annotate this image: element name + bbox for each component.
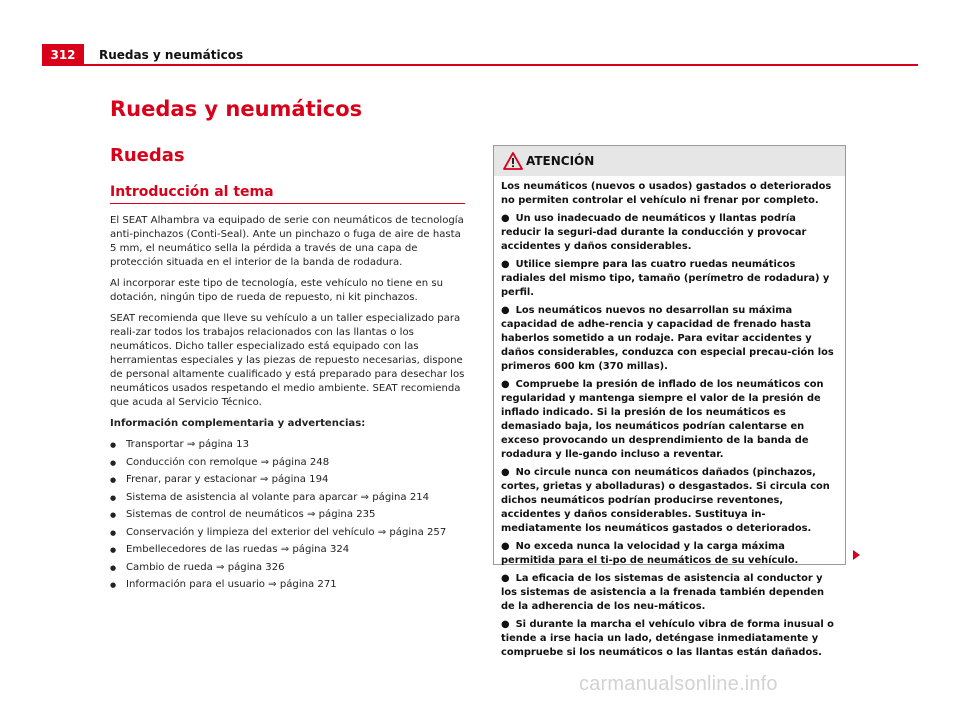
warning-box <box>493 145 846 658</box>
intro-paragraph: El SEAT Alhambra va equipado de serie con neumáticos de tecnología anti-pinchazos (Conti-Seal). Ante un pinchazo o fuga de aire de hasta 5 mm, el neumático sella la pérdida a través de una capa de protección situada en el interior de la banda de rodadura. <box>110 215 464 268</box>
warning-item: ● No exceda nunca la velocidad y la carga máxima permitida para el ti-po de neumáticos de su vehículo. <box>501 541 799 566</box>
warning-header <box>494 146 845 176</box>
warning-body <box>494 176 845 660</box>
reference-item[interactable]: ● Frenar, parar y estacionar ⇒ página 194 <box>110 473 465 487</box>
warning-intro: Los neumáticos (nuevos o usados) gastados o deteriorados no permiten controlar el vehículo ni frenar por completo. <box>501 181 832 206</box>
intro-paragraph: SEAT recomienda que lleve su vehículo a un taller especializado para reali-zar todos los trabajos relacionados con las llantas o los neumáticos. Dicho taller especializado está equipado con las herramientas especiales y las piezas de repuesto necesarias, dispone de personal altamente cualificado y está preparado para desechar los neumáticos usados respetando el medio ambiente. SEAT recomienda que acuda al Servicio Técnico. <box>110 313 465 408</box>
reference-item[interactable]: ● Transportar ⇒ página 13 <box>110 438 465 452</box>
section-title: Ruedas <box>110 145 185 166</box>
warning-item: ● Utilice siempre para las cuatro ruedas neumáticos radiales del mismo tipo, tamaño (perímetro de rodadura) y perfil. <box>501 259 830 298</box>
intro-column <box>110 214 465 596</box>
warning-triangle-icon <box>503 152 523 170</box>
reference-item[interactable]: ● Embellecedores de las ruedas ⇒ página 324 <box>110 543 465 557</box>
warning-item: ● Un uso inadecuado de neumáticos y llantas podría reducir la seguri-dad durante la conducción y provocar accidentes y daños considerables. <box>501 213 807 252</box>
bullet: ● <box>501 305 510 316</box>
info-heading: Información complementaria y advertencias: <box>110 418 366 429</box>
chapter-title: Ruedas y neumáticos <box>110 97 363 121</box>
header-rule <box>84 64 918 66</box>
warning-title: ATENCIÓN <box>526 154 595 168</box>
subsection-title: Introducción al tema <box>110 184 274 200</box>
warning-item: ● Si durante la marcha el vehículo vibra de forma inusual o tiende a irse hacia un lado, deténgase inmediatamente y compruebe si los neumáticos o las llantas están dañados. <box>501 619 834 658</box>
bullet: ● <box>501 541 510 552</box>
subsection-rule <box>110 203 465 204</box>
reference-item[interactable]: ● Cambio de rueda ⇒ página 326 <box>110 561 465 575</box>
warning-item: ● Compruebe la presión de inflado de los neumáticos con regularidad y mantenga siempre el valor de la presión de inflado indicado. Si la presión de los neumáticos es demasiado baja, los neumáticos podrían calentarse en exceso provocando un desprendimiento de la banda de rodadura y lle-gando incluso a reventar. <box>501 379 824 460</box>
watermark: carmanualsonline.info <box>579 673 778 695</box>
bullet: ● <box>501 213 510 224</box>
bullet: ● <box>501 467 510 478</box>
warning-item: ● Los neumáticos nuevos no desarrollan su máxima capacidad de adhe-rencia y capacidad de frenado hasta haberlos sometido a un rodaje. Para evitar accidentes y daños considerables, conduzca con especial precau-ción los primeros 600 km (370 millas). <box>501 305 834 372</box>
page-header <box>42 44 918 66</box>
bullet: ● <box>501 573 510 584</box>
running-section-title: Ruedas y neumáticos <box>99 48 244 62</box>
reference-item[interactable]: ● Sistemas de control de neumáticos ⇒ página 235 <box>110 508 465 522</box>
bullet: ● <box>501 259 510 270</box>
continue-arrow-icon <box>853 550 860 560</box>
bullet: ● <box>501 379 510 390</box>
warning-item: ● No circule nunca con neumáticos dañados (pinchazos, cortes, grietas y abolladuras) o desgastados. Si circula con dichos neumáticos podrían producirse reventones, accidentes y daños considerables. Sustituya in-mediatamente los neumáticos gastados o deteriorados. <box>501 467 830 534</box>
warning-item: ● La eficacia de los sistemas de asistencia al conductor y los sistemas de asistencia a la frenada también dependen de la adherencia de los neu-máticos. <box>501 573 825 612</box>
intro-paragraph: Al incorporar este tipo de tecnología, este vehículo no tiene en su dotación, ningún tipo de rueda de repuesto, ni kit pinchazos. <box>110 278 443 303</box>
reference-item[interactable]: ● Información para el usuario ⇒ página 271 <box>110 578 465 592</box>
page-number: 312 <box>42 44 84 66</box>
reference-item[interactable]: ● Conservación y limpieza del exterior del vehículo ⇒ página 257 <box>110 526 465 540</box>
reference-item[interactable]: ● Sistema de asistencia al volante para aparcar ⇒ página 214 <box>110 491 465 505</box>
bullet: ● <box>501 619 510 630</box>
reference-list <box>110 438 465 592</box>
reference-item[interactable]: ● Conducción con remolque ⇒ página 248 <box>110 456 465 470</box>
